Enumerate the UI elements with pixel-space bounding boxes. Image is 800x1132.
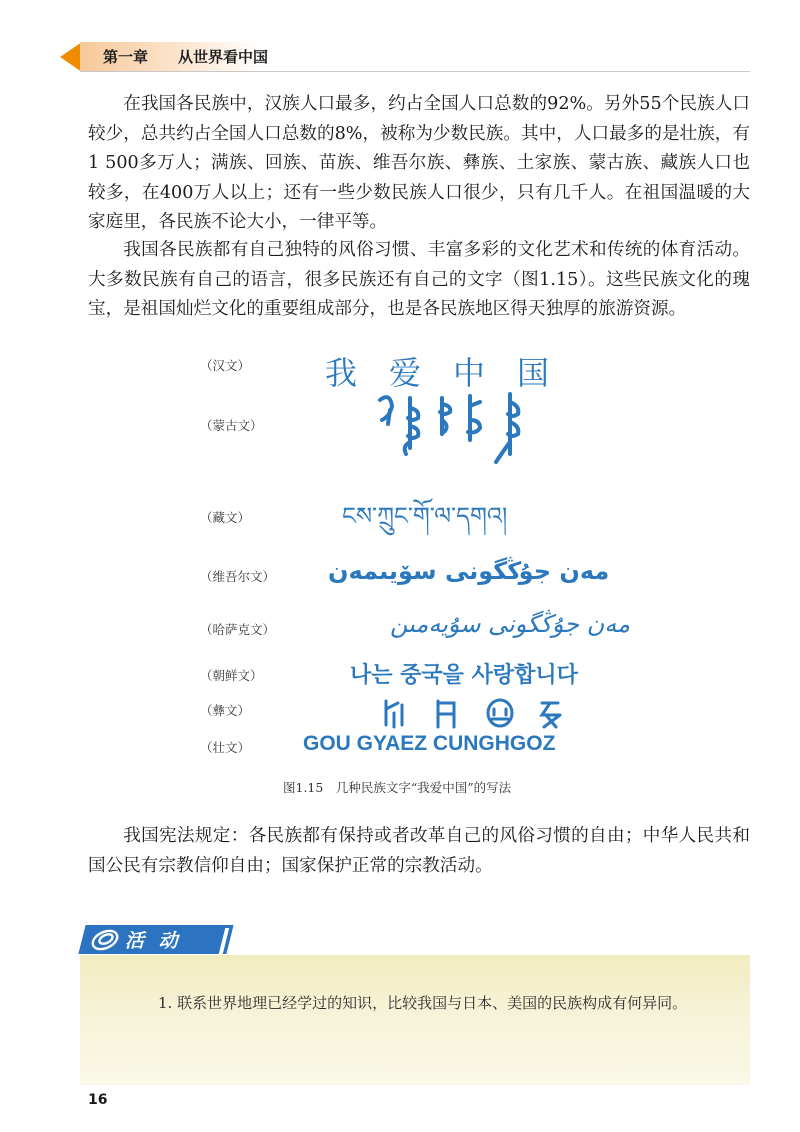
figure-row-label: （维吾尔文） — [200, 569, 276, 584]
figure-row-label: （汉文） — [200, 358, 251, 373]
figure-row-label: （藏文） — [200, 510, 251, 525]
figure-row-label: （壮文） — [200, 740, 251, 755]
script-tibetan-text: ངས་ཀྲུང་གོ་ལ་དགའ། — [342, 502, 508, 530]
body-paragraph-constitution: 我国宪法规定：各民族都有保持或者改革自己的风俗习惯的自由；中华人民共和国公民有宗教信仰自由；国家保护正常的宗教活动。 — [88, 826, 750, 876]
figure-row-label: （朝鲜文） — [200, 668, 263, 683]
figure-caption: 图1.15 几种民族文字“我爱中国”的写法 — [283, 780, 512, 795]
figure-row-label: （蒙古文） — [200, 418, 263, 433]
header-divider — [80, 71, 750, 72]
mongolian-script-image — [370, 390, 560, 475]
activity-title: 活 动 — [125, 930, 182, 952]
chapter-label: 第一章 — [103, 48, 149, 66]
activity-panel — [80, 955, 750, 1085]
script-korean-text: 나는 중국을 사랑합니다 — [350, 663, 578, 688]
header-arrow-marker — [60, 42, 82, 72]
activity-swirl-icon — [88, 926, 122, 954]
figure-row-label: （彝文） — [200, 703, 251, 718]
activity-question-1: 1. 联系世界地理已经学过的知识，比较我国与日本、美国的民族构成有何异同。 — [158, 994, 688, 1012]
script-han-text: 我 爱 中 国 — [325, 354, 550, 392]
yi-script-image — [380, 697, 570, 729]
page-number: 16 — [88, 1092, 108, 1108]
script-uyghur-text: مەن جۇڭگونى سۆيىمەن — [328, 557, 610, 585]
figure-row-label: （哈萨克文） — [200, 622, 276, 637]
body-paragraph-population: 在我国各民族中，汉族人口最多，约占全国人口总数的92%。另外55个民族人口较少，总共约占全国人口总数的8%，被称为少数民族。其中，人口最多的是壮族，有1 500多万人；满族、回族、苗族、维吾尔族、彝族、土家族、蒙古族、藏族人口也较多，在400万人以上；还有一些少数民族人口很少，只有几千人。在祖国温暖的大家庭里，各民族不论大小，一律平等。 — [88, 94, 750, 232]
body-paragraph-culture: 我国各民族都有自己独特的风俗习惯、丰富多彩的文化艺术和传统的体育活动。大多数民族有自己的语言，很多民族还有自己的文字（图1.15）。这些民族文化的瑰宝，是祖国灿烂文化的重要组成部分，也是各民族地区得天独厚的旅游资源。 — [88, 240, 750, 319]
chapter-title: 从世界看中国 — [178, 48, 269, 66]
script-zhuang-text: GOU GYAEZ CUNGHGOZ — [303, 732, 556, 755]
script-kazakh-text: مەن جۇڭگونى سۇيەمىن — [390, 610, 631, 638]
